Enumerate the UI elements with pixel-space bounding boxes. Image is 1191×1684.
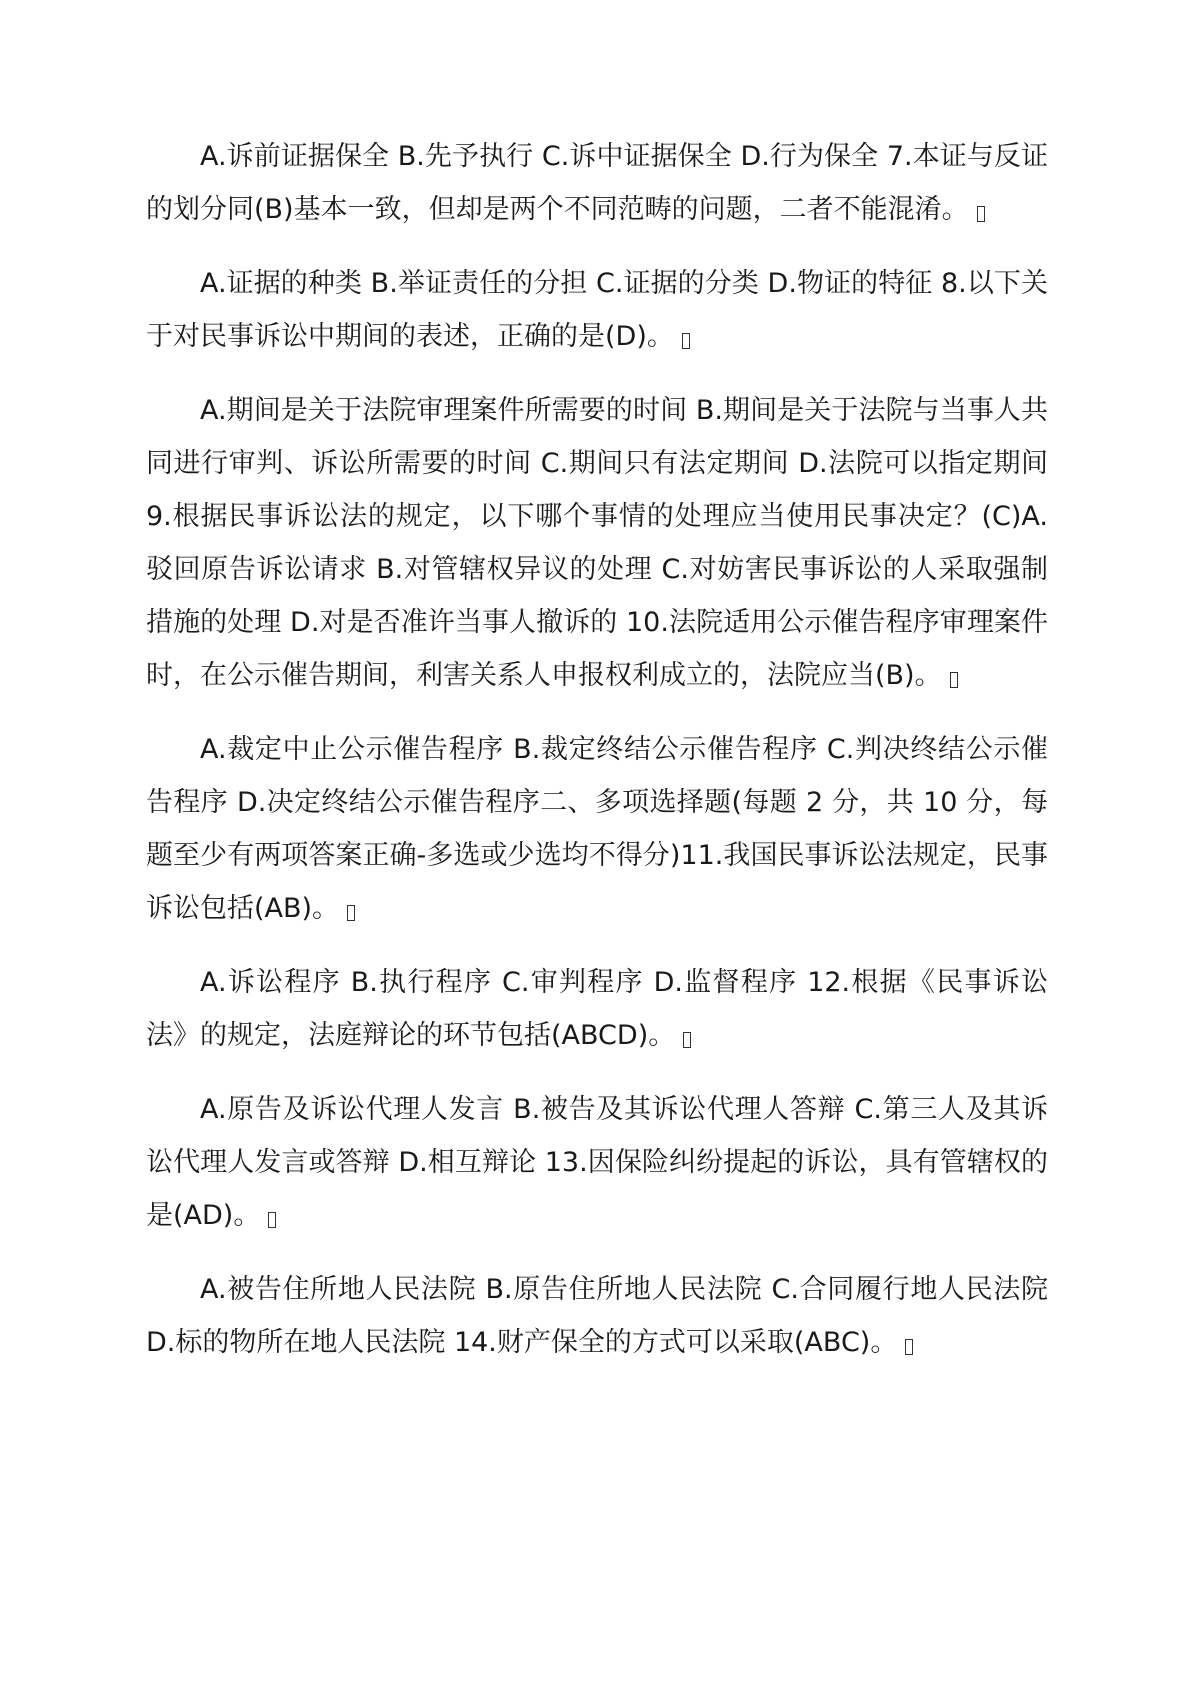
paragraph-3-text: A.期间是关于法院审理案件所需要的时间 B.期间是关于法院与当事人共同进行审判、诉讼所需要的时间 C.期间只有法定期间 D.法院可以指定期间 9.根据民事诉讼法的规定，以下哪个事情的处理应当使用民事决定？(C)A.驳回原告诉讼请求 B.对管辖权异议的处理 C.对妨害民事诉讼的人采取强制措施的处理 D.对是否准许当事人撤诉的 10.法院适用公示催告程序审理案件时，在公示催告期间，利害关系人申报权利成立的，法院应当(B)。 [146, 395, 1048, 691]
paragraph-3 [146, 384, 1048, 702]
paragraph-2-text: A.证据的种类 B.举证责任的分担 C.证据的分类 D.物证的特征 8.以下关于对民事诉讼中期间的表述，正确的是(D)。 [146, 268, 1048, 352]
paragraph-6-text: A.原告及诉讼代理人发言 B.被告及其诉讼代理人答辩 C.第三人及其诉讼代理人发言或答辩 D.相互辩论 13.因保险纠纷提起的诉讼，具有管辖权的是(AD)。 [146, 1094, 1048, 1231]
document-body [146, 130, 1048, 1390]
paragraph-end-mark-icon [683, 1032, 691, 1048]
paragraph-5 [146, 956, 1048, 1062]
paragraph-4-text: A.裁定中止公示催告程序 B.裁定终结公示催告程序 C.判决终结公示催告程序 D.决定终结公示催告程序二、多项选择题(每题 2 分，共 10 分，每题至少有两项答案正确-多选或少选均不得分)11.我国民事诉讼法规定，民事诉讼包括(AB)。 [146, 734, 1048, 924]
paragraph-end-mark-icon [268, 1212, 276, 1228]
paragraph-1-text: A.诉前证据保全 B.先予执行 C.诉中证据保全 D.行为保全 7.本证与反证的划分同(B)基本一致，但却是两个不同范畴的问题，二者不能混淆。 [146, 141, 1048, 225]
paragraph-6 [146, 1083, 1048, 1242]
paragraph-2 [146, 257, 1048, 363]
paragraph-end-mark-icon [977, 206, 985, 222]
paragraph-5-text: A.诉讼程序 B.执行程序 C.审判程序 D.监督程序 12.根据《民事诉讼法》的规定，法庭辩论的环节包括(ABCD)。 [146, 967, 1048, 1051]
paragraph-1 [146, 130, 1048, 236]
paragraph-end-mark-icon [347, 905, 355, 921]
paragraph-end-mark-icon [950, 672, 958, 688]
paragraph-7 [146, 1263, 1048, 1369]
paragraph-7-text: A.被告住所地人民法院 B.原告住所地人民法院 C.合同履行地人民法院 D.标的物所在地人民法院 14.财产保全的方式可以采取(ABC)。 [146, 1274, 1048, 1358]
paragraph-end-mark-icon [905, 1339, 913, 1355]
paragraph-4 [146, 723, 1048, 935]
paragraph-end-mark-icon [682, 333, 690, 349]
